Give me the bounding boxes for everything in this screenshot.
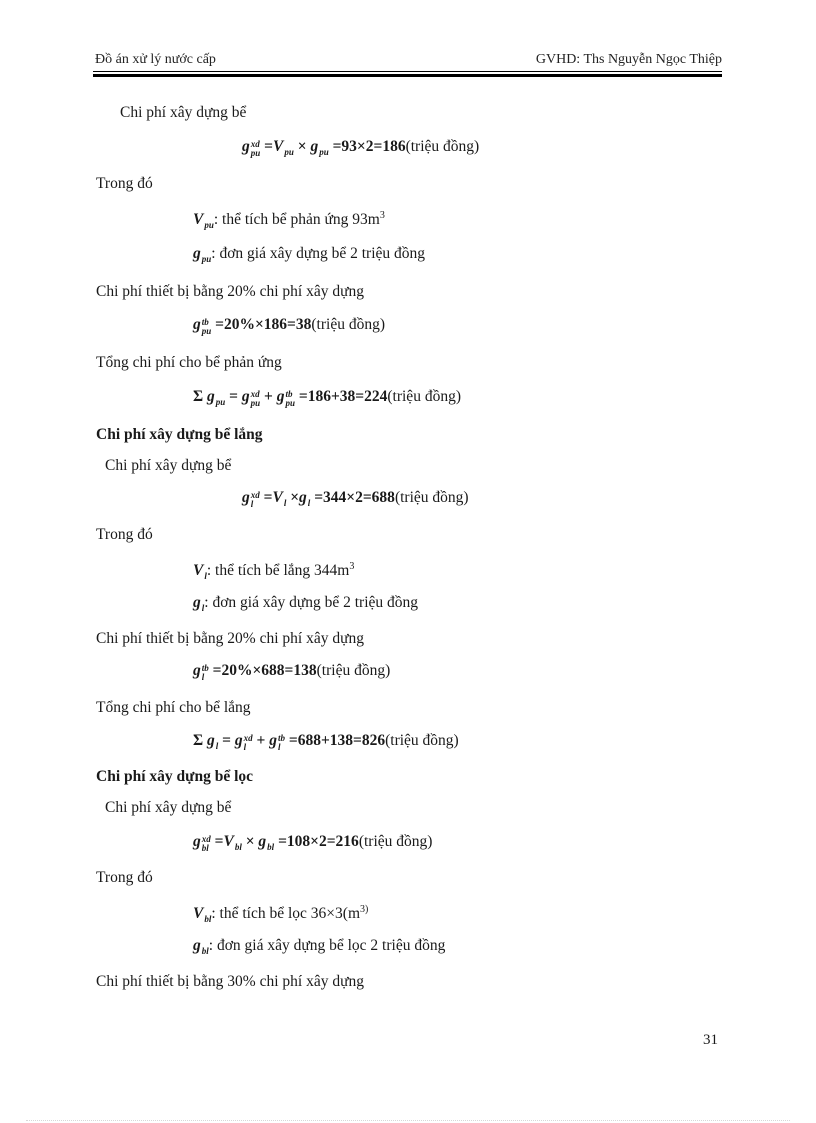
filter-eq-construction: g xd bl $=V_{bl} \times g_{bl}$ =108×2=216(triệu đồng) xyxy=(193,833,433,853)
reaction-def-unit-price: $g_{pu}$: đơn giá xây dựng bể 2 triệu đồng xyxy=(193,245,426,264)
settling-eq-equipment: g tb l =20%×688=138(triệu đồng) xyxy=(193,662,391,682)
filter-where: Trong đó xyxy=(96,869,153,886)
reaction-eq-construction: g xd pu $=V_{pu} \times g_{pu}$ =93×2=186(triệu đồng) xyxy=(242,138,480,158)
filter-def-volume: $V_{bl}$: thể tích bể lọc $36\times 3(m^{3)}$ xyxy=(193,904,369,924)
page-bottom-dotted-line xyxy=(26,1120,790,1121)
reaction-eq-equipment: g tb pu =20%×186=38(triệu đồng) xyxy=(193,316,385,336)
filter-heading: Chi phí xây dựng bể lọc xyxy=(96,768,254,785)
header-right-advisor: GVHD: Ths Nguyễn Ngọc Thiệp xyxy=(535,52,722,67)
settling-eq-construction: g xd l $=V_l \times g_l$ =344×2=688(triệu đồng) xyxy=(242,489,469,509)
settling-heading: Chi phí xây dựng bể lắng xyxy=(96,426,263,443)
settling-def-unit-price: $g_l$: đơn giá xây dựng bể 2 triệu đồng xyxy=(193,594,419,613)
filter-construction-label: Chi phí xây dựng bể xyxy=(105,799,232,816)
settling-eq-total: Σ $g_l = g$ xd l + g tb l =688+138=826(triệu đồng) xyxy=(193,732,459,752)
settling-total-label: Tổng chi phí cho bể lắng xyxy=(96,699,251,716)
settling-equipment-label: Chi phí thiết bị bằng 20% chi phí xây dựng xyxy=(96,630,364,647)
reaction-where: Trong đó xyxy=(96,175,153,192)
reaction-equipment-label: Chi phí thiết bị bằng 20% chi phí xây dựng xyxy=(96,283,364,300)
header-rule-thick xyxy=(93,74,722,77)
reaction-total-label: Tổng chi phí cho bể phản ứng xyxy=(96,354,282,371)
reaction-construction-label: Chi phí xây dựng bể xyxy=(120,104,247,121)
header-left-title: Đồ án xử lý nước cấp xyxy=(95,52,216,67)
page-number: 31 xyxy=(703,1032,718,1048)
filter-def-unit-price: $g_{bl}$: đơn giá xây dựng bể lọc 2 triệu đồng xyxy=(193,937,446,956)
reaction-def-volume: $V_{pu}$: thể tích bể phản ứng $93m^3$ xyxy=(193,210,385,230)
settling-def-volume: $V_l$: thể tích bể lắng $344m^3$ xyxy=(193,561,355,581)
header-rule-thin xyxy=(93,71,722,72)
reaction-eq-total: Σ $g_{pu} = g$ xd pu + g tb pu =186+38=224(triệu đồng) xyxy=(193,388,461,408)
filter-equipment-label: Chi phí thiết bị bằng 30% chi phí xây dựng xyxy=(96,973,364,990)
settling-construction-label: Chi phí xây dựng bể xyxy=(105,457,232,474)
settling-where: Trong đó xyxy=(96,526,153,543)
